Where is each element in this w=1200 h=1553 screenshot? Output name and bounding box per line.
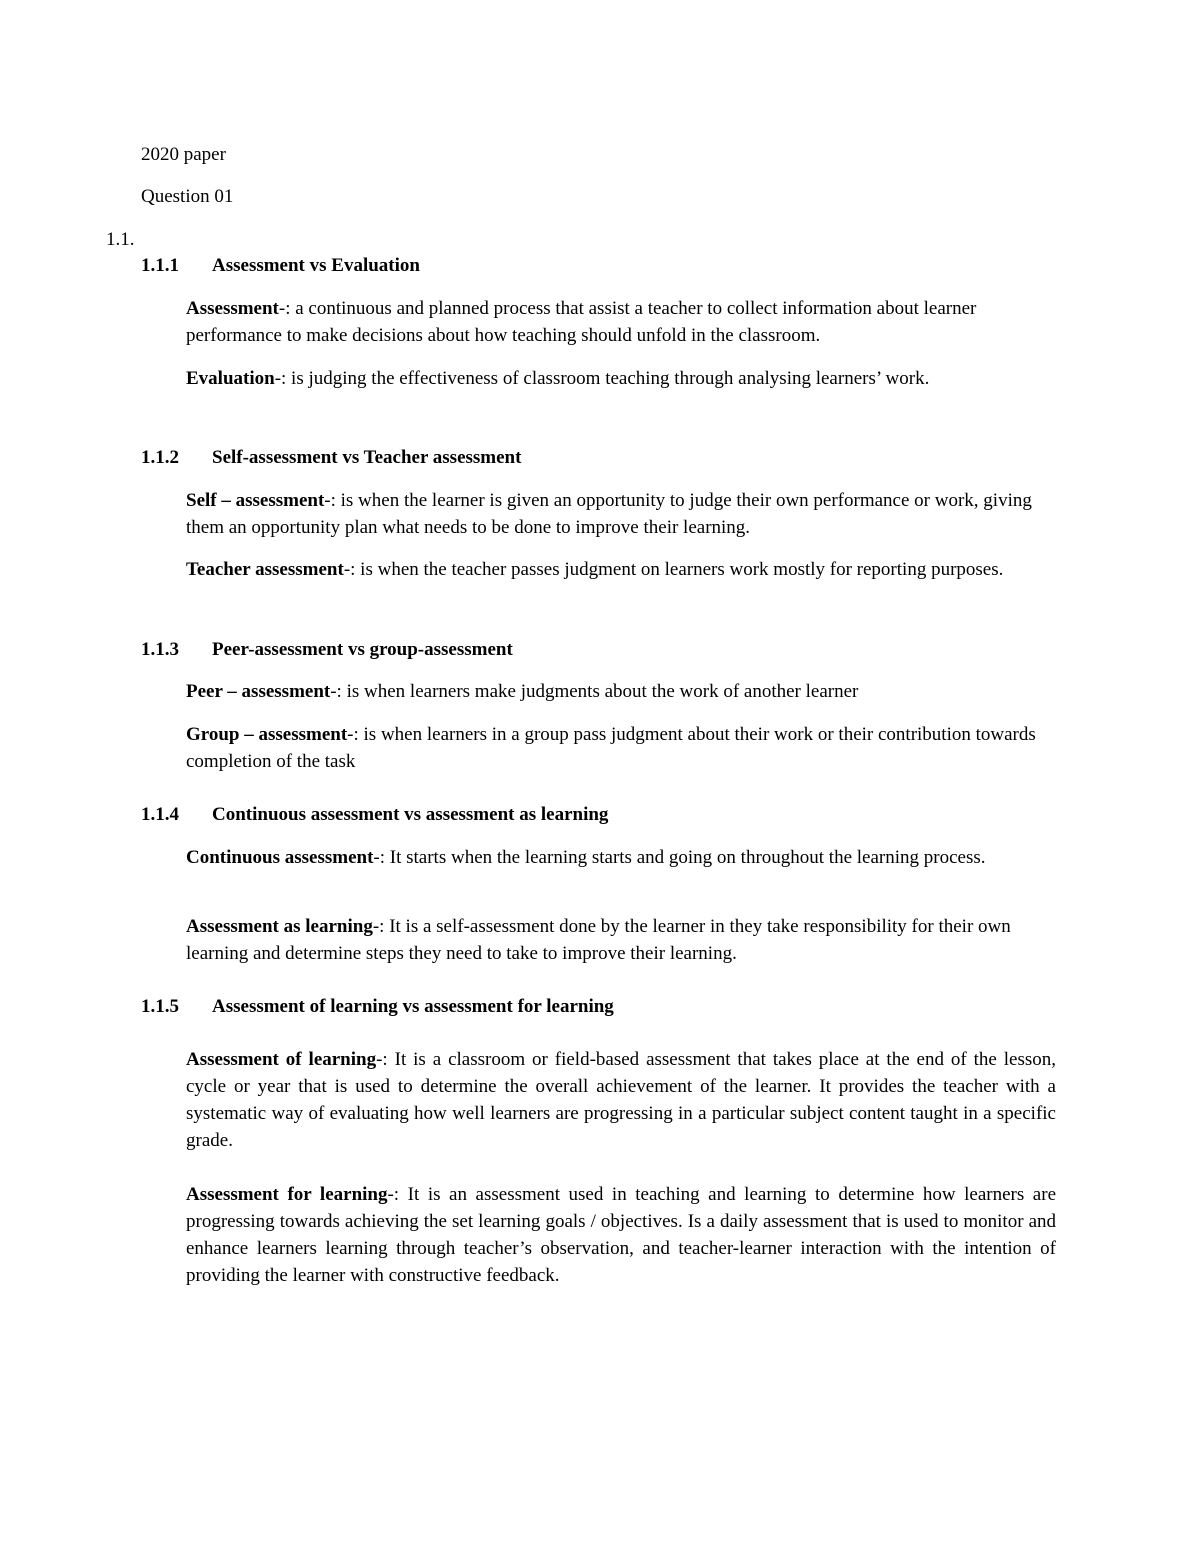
definition-text: -: It is a self-assessment done by the learner in they take responsibility for their own learning and determine steps they need to take to improve their learning. — [186, 916, 1011, 964]
section-number: 1.1.5 — [141, 996, 179, 1017]
definition-text: -: is when learners in a group pass judgment about their work or their contribution towards completion of the task — [186, 724, 1036, 772]
part-number: 1.1. — [106, 229, 135, 250]
definition-paragraph — [186, 721, 1056, 775]
section-heading: Peer-assessment vs group-assessment — [212, 639, 513, 660]
definition-term: Evaluation — [186, 368, 275, 389]
definition-term: Teacher assessment — [186, 559, 344, 580]
definition-paragraph — [186, 487, 1056, 541]
definition-term: Assessment — [186, 298, 279, 319]
section-number: 1.1.2 — [141, 447, 179, 468]
paper-label: 2020 paper — [141, 144, 226, 165]
section-heading: Self-assessment vs Teacher assessment — [212, 447, 522, 468]
definition-text: -: is when learners make judgments about the work of another learner — [330, 681, 859, 702]
section-heading: Assessment of learning vs assessment for learning — [212, 996, 614, 1017]
definition-term: Assessment of learning — [186, 1049, 377, 1070]
definition-term: Assessment as learning — [186, 916, 373, 937]
definition-paragraph — [186, 844, 1056, 871]
definition-text: -: a continuous and planned process that assist a teacher to collect information about learner performance to make decisions about how teaching should unfold in the classroom. — [186, 298, 977, 346]
definition-text: -: is judging the effectiveness of classroom teaching through analysing learners’ work. — [274, 368, 930, 389]
definition-text: -: is when the teacher passes judgment on learners work mostly for reporting purposes. — [343, 559, 1004, 580]
section-heading: Assessment vs Evaluation — [212, 255, 420, 276]
definition-paragraph — [186, 678, 1056, 705]
definition-paragraph — [186, 365, 1056, 392]
definition-text: -: It is a classroom or field-based assessment that takes place at the end of the lesson, cycle or year that is used to determine the overall achievement of the learner. It provides the teacher with a systematic way of evaluating how well learners are progressing in a particular subject content taught in a specific grade. — [186, 1049, 1056, 1151]
section-number: 1.1.4 — [141, 804, 179, 825]
definition-text: -: It is an assessment used in teaching and learning to determine how learners are progressing towards achieving the set learning goals / objectives. Is a daily assessment that is used to monitor and enhance learners learning through teacher’s observation, and teacher-learner interaction with the intention of providing the learner with constructive feedback. — [186, 1184, 1056, 1286]
definition-term: Assessment for learning — [186, 1184, 388, 1205]
definition-text: -: It starts when the learning starts and going on throughout the learning process. — [373, 847, 986, 868]
definition-paragraph — [186, 1046, 1056, 1154]
section-number: 1.1.3 — [141, 639, 179, 660]
definition-paragraph — [186, 295, 1056, 349]
question-label: Question 01 — [141, 186, 234, 207]
definition-term: Continuous assessment — [186, 847, 374, 868]
definition-paragraph — [186, 556, 1056, 583]
definition-term: Self – assessment — [186, 490, 325, 511]
section-number: 1.1.1 — [141, 255, 179, 276]
definition-paragraph — [186, 913, 1056, 967]
definition-term: Peer – assessment — [186, 681, 331, 702]
definition-text: -: is when the learner is given an opportunity to judge their own performance or work, giving them an opportunity plan what needs to be done to improve their learning. — [186, 490, 1032, 538]
definition-paragraph — [186, 1181, 1056, 1289]
section-heading: Continuous assessment vs assessment as learning — [212, 804, 609, 825]
definition-term: Group – assessment — [186, 724, 348, 745]
